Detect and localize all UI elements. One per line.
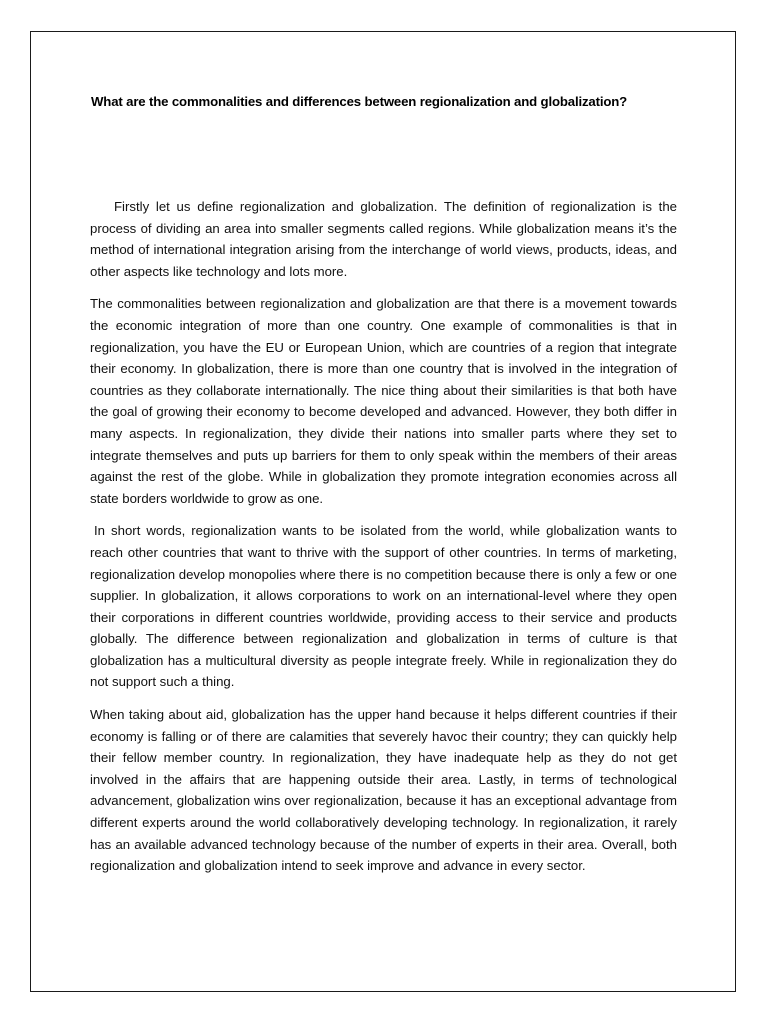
paragraph-differences: In short words, regionalization wants to be isolated from the world, while globalization wants to reach other countries that want to thrive with the support of other countries. In terms of marketing, regionalization develop monopolies where there is no competition because there is only a few or one supplier. In globalization, it allows corporations to work on an international-level where they open their corporations in different countries worldwide, providing access to their service and products globally. The difference between regionalization and globalization in terms of culture is that globalization has a multicultural diversity as people integrate freely. While in regionalization they do not support such a thing. xyxy=(90,523,677,690)
paragraph-conclusion: When taking about aid, globalization has the upper hand because it helps different countries if their economy is falling or of there are calamities that severely havoc their country; they can quickly help their fellow member country. In regionalization, they have inadequate help as they do not get involved in the affairs that are happening outside their area. Lastly, in terms of technological advancement, globalization wins over regionalization, because it has an exceptional advantage from different experts around the world collaboratively developing technology. In regionalization, it rarely has an available advanced technology because of the number of experts in their area. Overall, both regionalization and globalization intend to seek improve and advance in every sector. xyxy=(90,707,677,874)
paragraph-introduction: Firstly let us define regionalization and globalization. The definition of regionalization is the process of dividing an area into smaller segments called regions. While globalization means it’s the method of international integration arising from the interchange of world views, products, ideas, and other aspects like technology and lots more. xyxy=(90,199,677,279)
paragraph-commonalities: The commonalities between regionalization and globalization are that there is a movement towards the economic integration of more than one country. One example of commonalities is that in regionalization, you have the EU or European Union, which are countries of a region that integrate their economy. In globalization, there is more than one country that is involved in the integration of countries as they collaborate internationally. The nice thing about their similarities is that both have the goal of growing their economy to become developed and advanced. However, they both differ in many aspects. In regionalization, they divide their nations into smaller parts where they set to integrate themselves and puts up barriers for them to only speak within the members of their areas against the rest of the globe. While in globalization they promote integration economies across all state borders worldwide to grow as one. xyxy=(90,296,677,506)
document-body xyxy=(90,196,677,888)
document-title: What are the commonalities and differences between regionalization and globalization? xyxy=(91,94,628,109)
